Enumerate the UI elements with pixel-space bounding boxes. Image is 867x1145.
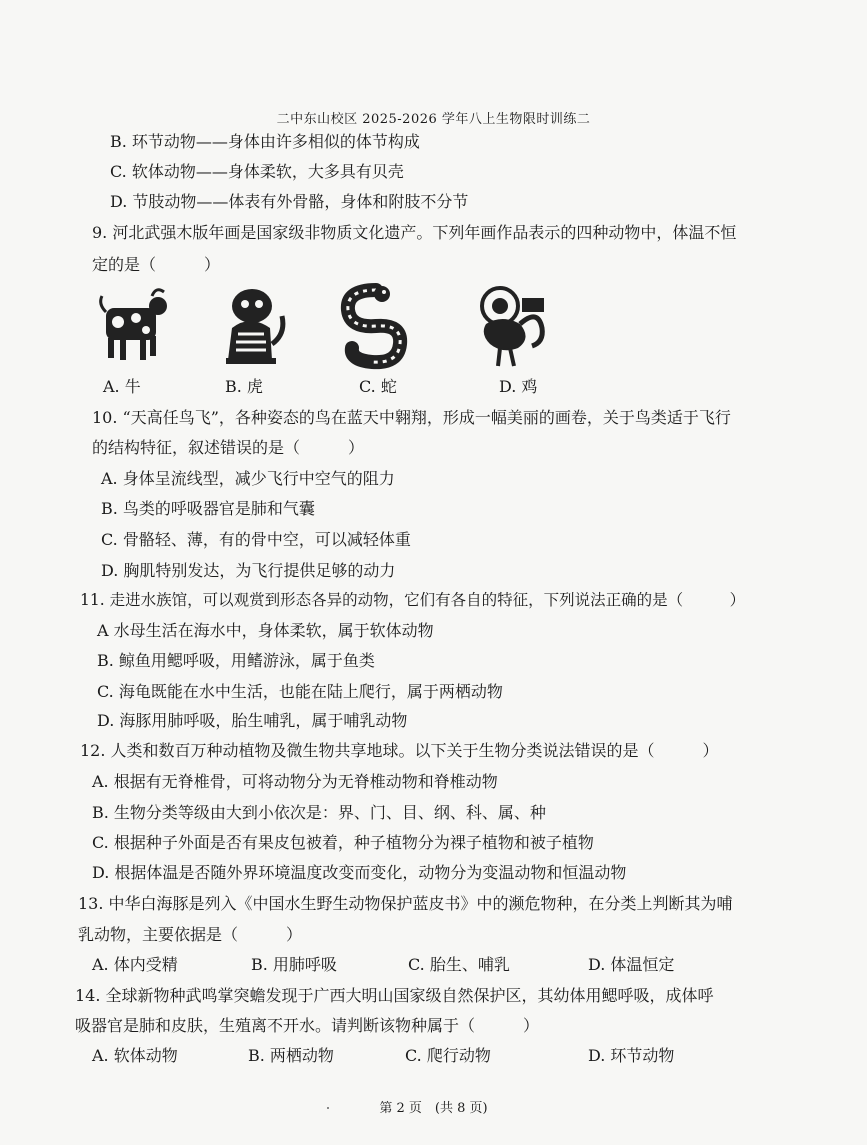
scan-speck: [327, 1107, 329, 1109]
q12-option-d: D. 根据体温是否随外界环境温度改变而变化，动物分为变温动物和恒温动物: [92, 863, 627, 882]
q8-option-d: D. 节肢动物——体表有外骨骼，身体和附肢不分节: [110, 192, 469, 211]
q11-option-d: D. 海豚用肺呼吸，胎生哺乳，属于哺乳动物: [97, 711, 408, 730]
q10-stem-line2: 的结构特征，叙述错误的是（ ）: [92, 438, 365, 457]
q12-option-c: C. 根据种子外面是否有果皮包被着，种子植物分为裸子植物和被子植物: [92, 833, 594, 852]
q8-option-b: B. 环节动物——身体由许多相似的体节构成: [110, 132, 420, 151]
q10-stem-line1: 10. “天高任鸟飞”，各种姿态的鸟在蓝天中翱翔，形成一幅美丽的画卷，关于鸟类适于飞行: [92, 408, 731, 427]
ox-woodblock-image: [96, 286, 172, 368]
q8-option-c: C. 软体动物——身体柔软，大多具有贝壳: [110, 162, 404, 181]
q14-option-d: D. 环节动物: [588, 1046, 675, 1065]
q9-option-a: A. 牛: [103, 377, 141, 396]
q11-option-a: A 水母生活在海水中，身体柔软，属于软体动物: [97, 621, 434, 640]
q10-option-d: D. 胸肌特别发达，为飞行提供足够的动力: [101, 561, 396, 580]
q11-option-c: C. 海龟既能在水中生活，也能在陆上爬行，属于两栖动物: [97, 682, 503, 701]
q10-option-a: A. 身体呈流线型，减少飞行中空气的阻力: [101, 469, 395, 488]
q9-option-b: B. 虎: [225, 377, 263, 396]
q14-stem-line1: 14. 全球新物种武鸣掌突蟾发现于广西大明山国家级自然保护区，其幼体用鳃呼吸，成体呼: [75, 986, 714, 1005]
q9-option-c: C. 蛇: [359, 377, 397, 396]
page-header: 二中东山校区 2025-2026 学年八上生物限时训练二: [276, 112, 591, 127]
q9-stem-line1: 9. 河北武强木版年画是国家级非物质文化遗产。下列年画作品表示的四种动物中，体温不恒: [92, 223, 737, 242]
q11-option-b: B. 鲸鱼用鳃呼吸，用鳍游泳，属于鱼类: [97, 651, 375, 670]
q12-stem: 12. 人类和数百万种动植物及微生物共享地球。以下关于生物分类说法错误的是（ ）: [80, 741, 719, 760]
page-footer: 第 2 页 (共 8 页): [379, 1101, 488, 1116]
q10-option-b: B. 鸟类的呼吸器官是肺和气囊: [101, 499, 315, 518]
rooster-woodblock-image: [472, 284, 550, 370]
q13-stem-line1: 13. 中华白海豚是列入《中国水生野生动物保护蓝皮书》中的濒危物种，在分类上判断其为哺: [78, 894, 733, 913]
q10-option-c: C. 骨骼轻、薄，有的骨中空，可以减轻体重: [101, 530, 411, 549]
tiger-woodblock-image: [212, 284, 288, 370]
q13-option-b: B. 用肺呼吸: [251, 955, 337, 974]
q13-stem-line2: 乳动物，主要依据是（ ）: [78, 925, 303, 944]
q12-option-a: A. 根据有无脊椎骨，可将动物分为无脊椎动物和脊椎动物: [92, 772, 498, 791]
snake-woodblock-image: [336, 282, 412, 370]
q14-option-c: C. 爬行动物: [405, 1046, 491, 1065]
q11-stem: 11. 走进水族馆，可以观赏到形态各异的动物，它们有各自的特征，下列说法正确的是（ ）: [80, 591, 746, 609]
q14-stem-line2: 吸器官是肺和皮肤，生殖离不开水。请判断该物种属于（ ）: [75, 1016, 540, 1035]
q14-option-a: A. 软体动物: [92, 1046, 178, 1065]
q9-stem-line2: 定的是（ ）: [92, 255, 221, 274]
q12-option-b: B. 生物分类等级由大到小依次是：界、门、目、纲、科、属、种: [92, 803, 546, 822]
q13-option-a: A. 体内受精: [92, 955, 178, 974]
q14-option-b: B. 两栖动物: [248, 1046, 334, 1065]
q13-option-d: D. 体温恒定: [588, 955, 675, 974]
q13-option-c: C. 胎生、哺乳: [408, 955, 510, 974]
q9-option-d: D. 鸡: [499, 377, 538, 396]
